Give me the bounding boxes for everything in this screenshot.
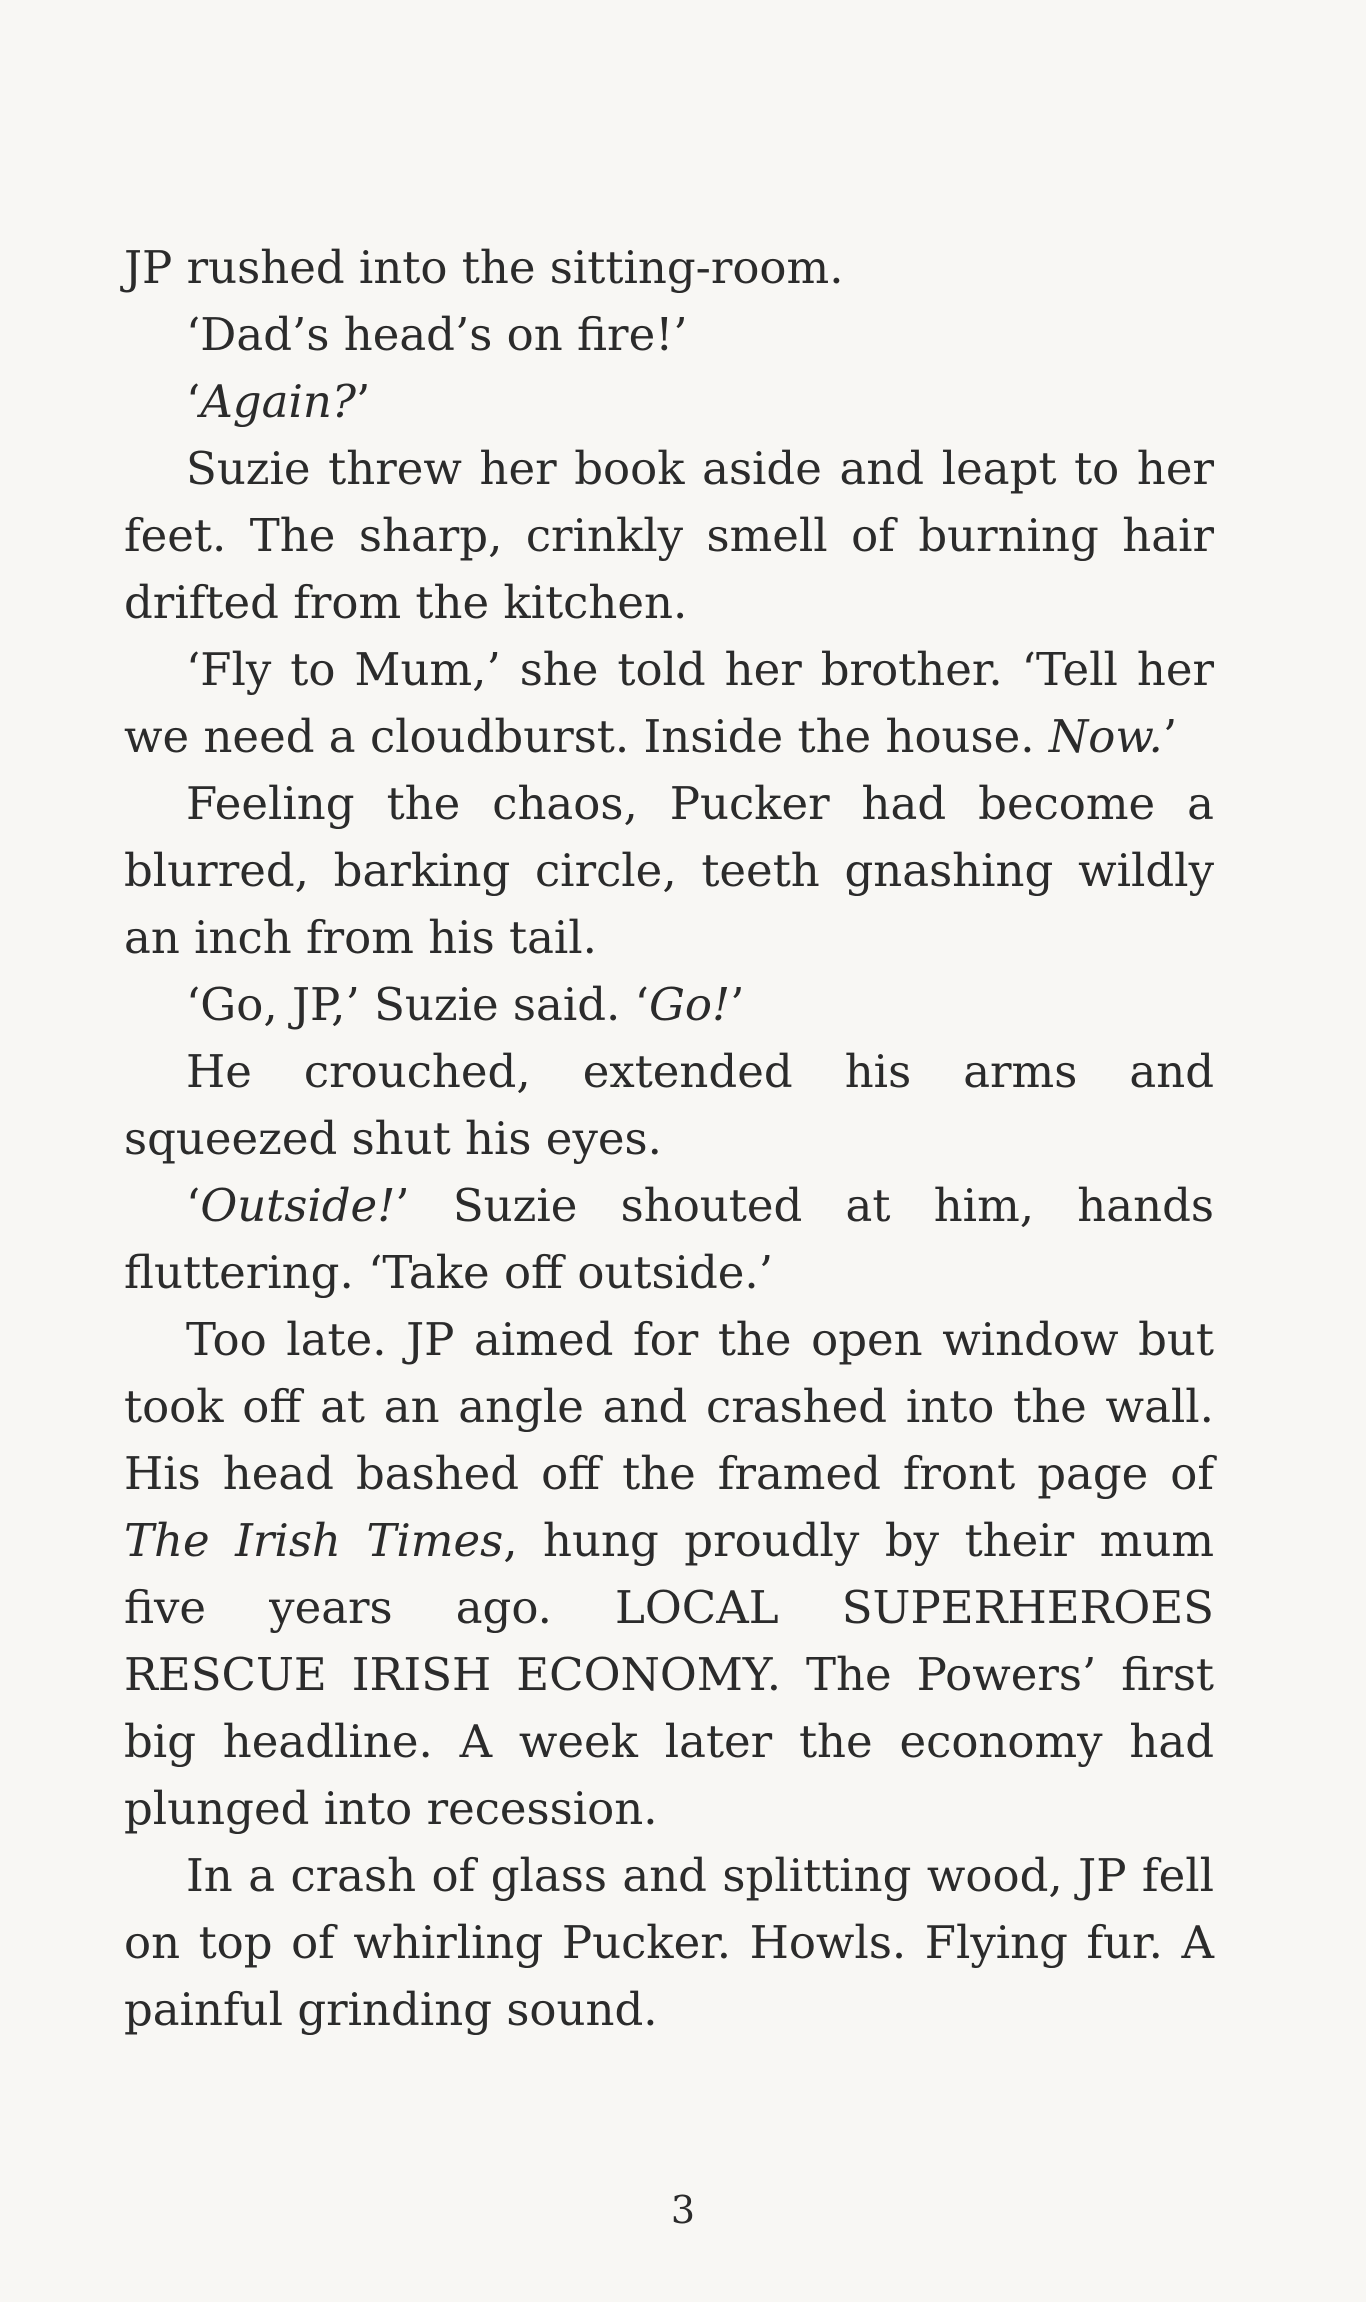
page-number: 3 xyxy=(670,2188,696,2232)
paragraph xyxy=(124,234,1214,301)
text-run: ‘Dad’s head’s on fire!’ xyxy=(186,308,688,361)
paragraph xyxy=(124,368,1214,435)
paragraph xyxy=(124,971,1214,1038)
text-run: JP rushed into the sitting-room. xyxy=(124,241,844,294)
italic-text-run: The Irish Times xyxy=(124,1514,504,1567)
text-run: ’ xyxy=(355,375,371,428)
paragraph xyxy=(124,1172,1214,1306)
italic-text-run: Again? xyxy=(200,375,356,428)
text-run: Suzie threw her book aside and leapt to her feet. The sharp, crinkly smell of burning hair drifted from the kitchen. xyxy=(124,442,1214,629)
paragraph xyxy=(124,770,1214,971)
italic-text-run: Outside! xyxy=(200,1179,396,1232)
text-run: He crouched, extended his arms and squeezed shut his eyes. xyxy=(124,1045,1214,1165)
italic-text-run: Now. xyxy=(1048,710,1163,763)
italic-text-run: Go! xyxy=(648,978,731,1031)
text-run: , hung proudly by their mum five years ago. LOCAL SUPERHEROES RESCUE IRISH ECONOMY. The Powers’ first big headline. A week later the economy had plunged into recession. xyxy=(124,1514,1214,1835)
text-run: ‘ xyxy=(186,1179,201,1232)
paragraph xyxy=(124,1842,1214,2043)
text-run: In a crash of glass and splitting wood, JP fell on top of whirling Pucker. Howls. Flying fur. A painful grinding sound. xyxy=(124,1849,1214,2036)
paragraph xyxy=(124,435,1214,636)
paragraph xyxy=(124,1038,1214,1172)
text-run: ‘ xyxy=(186,375,201,428)
paragraph xyxy=(124,636,1214,770)
paragraph xyxy=(124,1306,1214,1842)
text-run: Feeling the chaos, Pucker had become a blurred, barking circle, teeth gnashing wildly an inch from his tail. xyxy=(124,777,1214,964)
text-run: ’ xyxy=(730,978,745,1031)
text-run: ‘Go, JP,’ Suzie said. ‘ xyxy=(186,978,649,1031)
text-run: ‘Fly to Mum,’ she told her brother. ‘Tell her we need a cloudburst. Inside the house. xyxy=(124,643,1214,763)
paragraph xyxy=(124,301,1214,368)
text-run: ’ Suzie shouted at him, hands fluttering. ‘Take off outside.’ xyxy=(124,1179,1214,1299)
text-run: ’ xyxy=(1162,710,1178,763)
text-run: Too late. JP aimed for the open window but took off at an angle and crashed into the wall. His head bashed off the framed front page of xyxy=(124,1313,1214,1500)
body-text xyxy=(124,234,1214,2043)
